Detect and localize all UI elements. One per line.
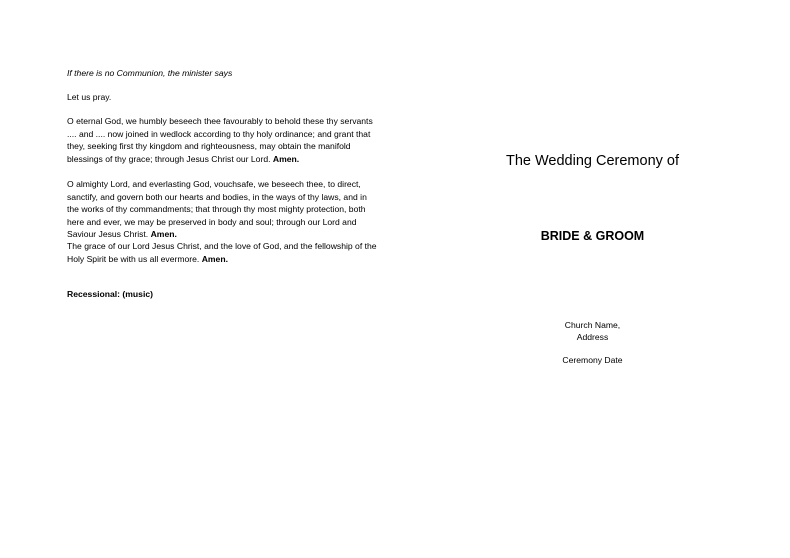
prayer-line: sanctify, and govern both our hearts and bodies, in the ways of thy laws, and in — [67, 191, 367, 202]
church-name: Church Name, — [564, 320, 621, 330]
recessional-label: Recessional: (music) — [67, 289, 153, 299]
prayer-line: they, seeking first thy kingdom and righteousness, may obtain the manifold — [67, 141, 351, 152]
prayer-almighty-lord — [67, 178, 387, 241]
prayer-line-text: Saviour Jesus Christ. — [67, 229, 149, 240]
right-page — [395, 0, 790, 558]
ceremony-title: The Wedding Ceremony of — [505, 153, 680, 169]
ceremony-date: Ceremony Date — [562, 355, 623, 365]
grace-line — [67, 253, 387, 266]
prayer-line: here and ever, we may be preserved in body and soul; through our Lord and — [67, 216, 357, 227]
grace-line-text: Holy Spirit be with us all evermore. — [67, 253, 200, 264]
grace-line: The grace of our Lord Jesus Christ, and the love of God, and the fellowship of the — [67, 241, 377, 251]
prayer-eternal-god — [67, 115, 387, 165]
communion-rubric: If there is no Communion, the minister says — [67, 68, 233, 78]
prayer-line: .... and .... now joined in wedlock according to thy holy ordinance; and grant that — [67, 128, 371, 139]
church-address: Address — [576, 332, 609, 342]
the-grace — [67, 240, 387, 265]
prayer-line — [67, 153, 387, 166]
let-us-pray: Let us pray. — [67, 92, 112, 102]
recessional — [67, 288, 387, 301]
prayer-line: the works of thy commandments; that through thy most mighty protection, both — [67, 204, 366, 215]
amen: Amen. — [272, 153, 300, 164]
amen: Amen. — [201, 253, 228, 264]
prayer-line-text: blessings of thy grace; through Jesus Christ our Lord. — [67, 153, 271, 164]
prayer-line: O eternal God, we humbly beseech thee favourably to behold these thy servants — [67, 116, 373, 126]
amen: Amen. — [150, 229, 177, 240]
couple-names: BRIDE & GROOM — [540, 229, 645, 243]
prayer-line: O almighty Lord, and everlasting God, vouchsafe, we beseech thee, to direct, — [67, 179, 361, 189]
